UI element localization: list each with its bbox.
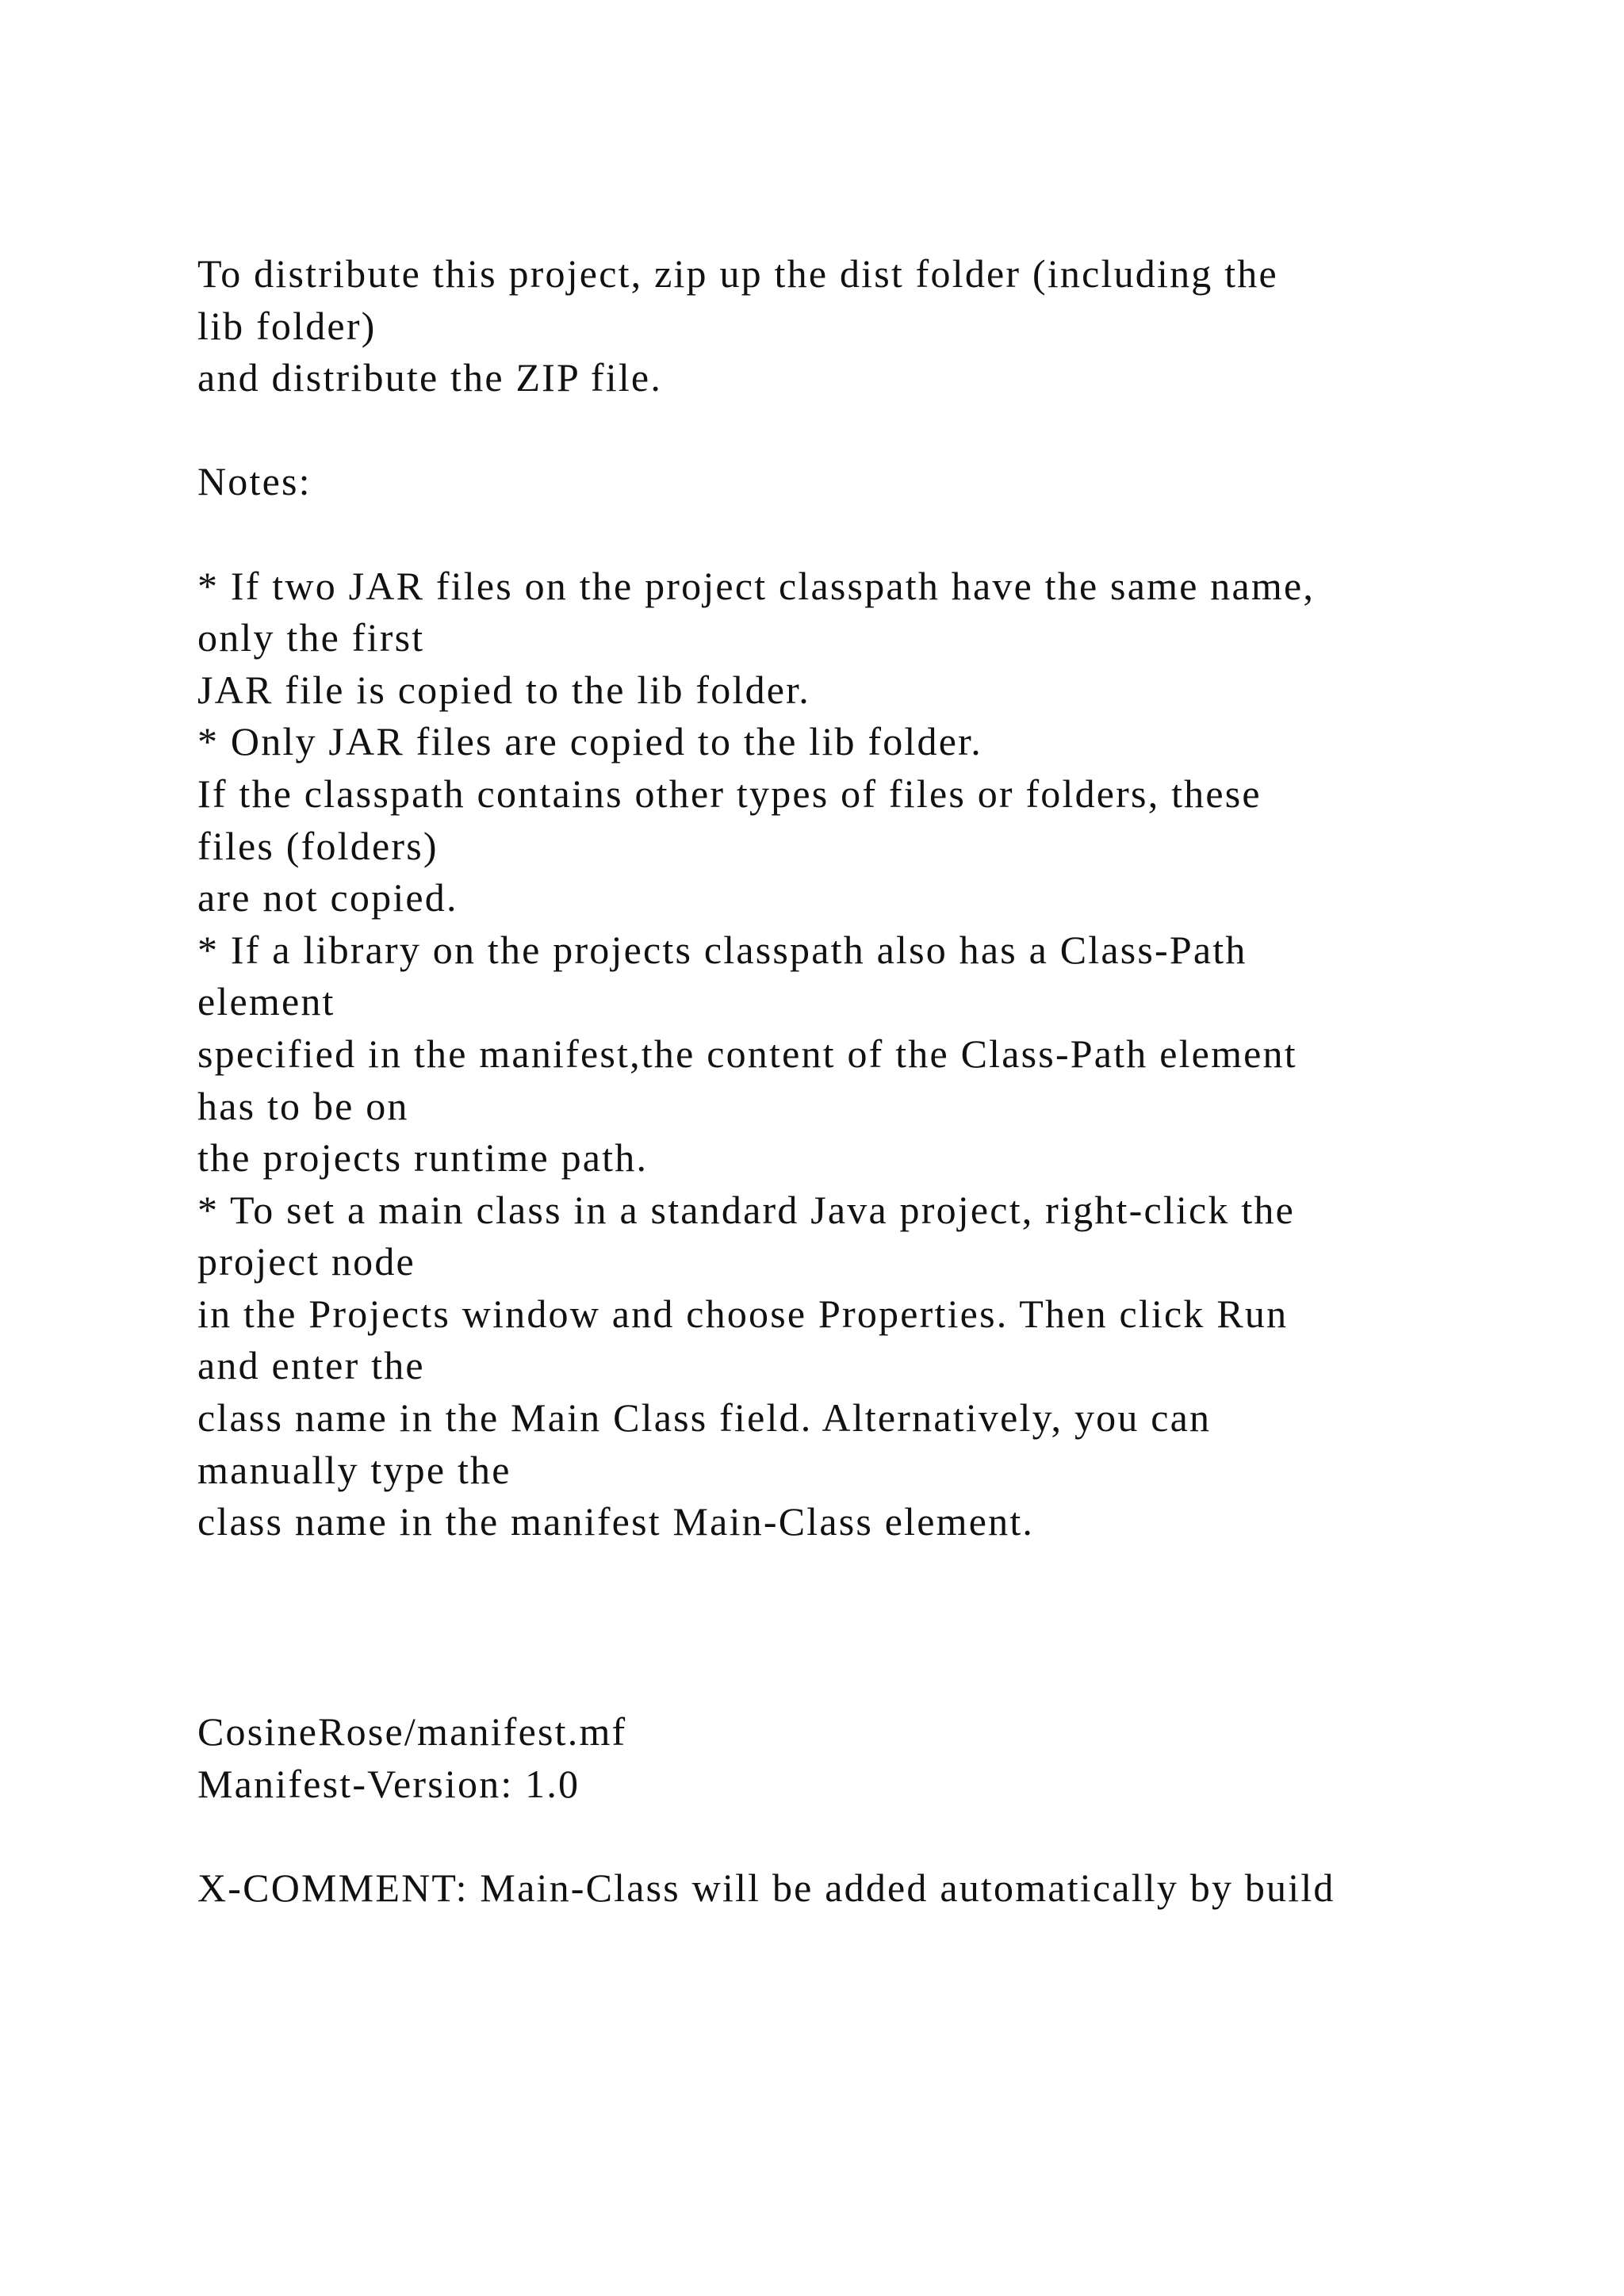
text-line: specified in the manifest,the content of the Class-Path element [197, 1031, 1297, 1076]
text-line: If the classpath contains other types of files or folders, these [197, 771, 1262, 816]
blank-line [197, 508, 1545, 561]
text-line: To distribute this project, zip up the dist folder (including the [197, 251, 1278, 296]
text-line: the projects runtime path. [197, 1135, 649, 1181]
text-line: in the Projects window and choose Properties. Then click Run [197, 1291, 1289, 1336]
text-line: and distribute the ZIP file. [197, 355, 663, 400]
text-line: JAR file is copied to the lib folder. [197, 667, 810, 712]
text-line: * If a library on the projects classpath also has a Class-Path [197, 927, 1247, 972]
text-line: project node [197, 1239, 416, 1284]
text-line: and enter the [197, 1343, 425, 1388]
text-line: class name in the manifest Main-Class element. [197, 1499, 1035, 1544]
blank-line [197, 1810, 1545, 1862]
manifest-text [197, 1706, 1545, 1914]
text-line: * To set a main class in a standard Java project, right-click the [197, 1187, 1296, 1232]
manifest-filename: CosineRose/manifest.mf [197, 1709, 627, 1754]
text-line: element [197, 979, 335, 1024]
blank-line [197, 404, 1545, 457]
manifest-comment-line: X-COMMENT: Main-Class will be added automatically by build [197, 1865, 1335, 1910]
text-line: * Only JAR files are copied to the lib folder. [197, 719, 982, 764]
text-line: class name in the Main Class field. Alternatively, you can [197, 1395, 1212, 1441]
text-line: lib folder) [197, 303, 377, 348]
text-line: manually type the [197, 1447, 511, 1492]
text-line: are not copied. [197, 875, 458, 920]
text-line: has to be on [197, 1083, 409, 1128]
text-line: files (folders) [197, 823, 439, 868]
manifest-version-line: Manifest-Version: 1.0 [197, 1761, 580, 1806]
readme-text [197, 248, 1545, 1548]
notes-heading: Notes: [197, 459, 312, 504]
text-line: only the first [197, 615, 425, 660]
text-line: * If two JAR files on the project classpath have the same name, [197, 563, 1316, 608]
